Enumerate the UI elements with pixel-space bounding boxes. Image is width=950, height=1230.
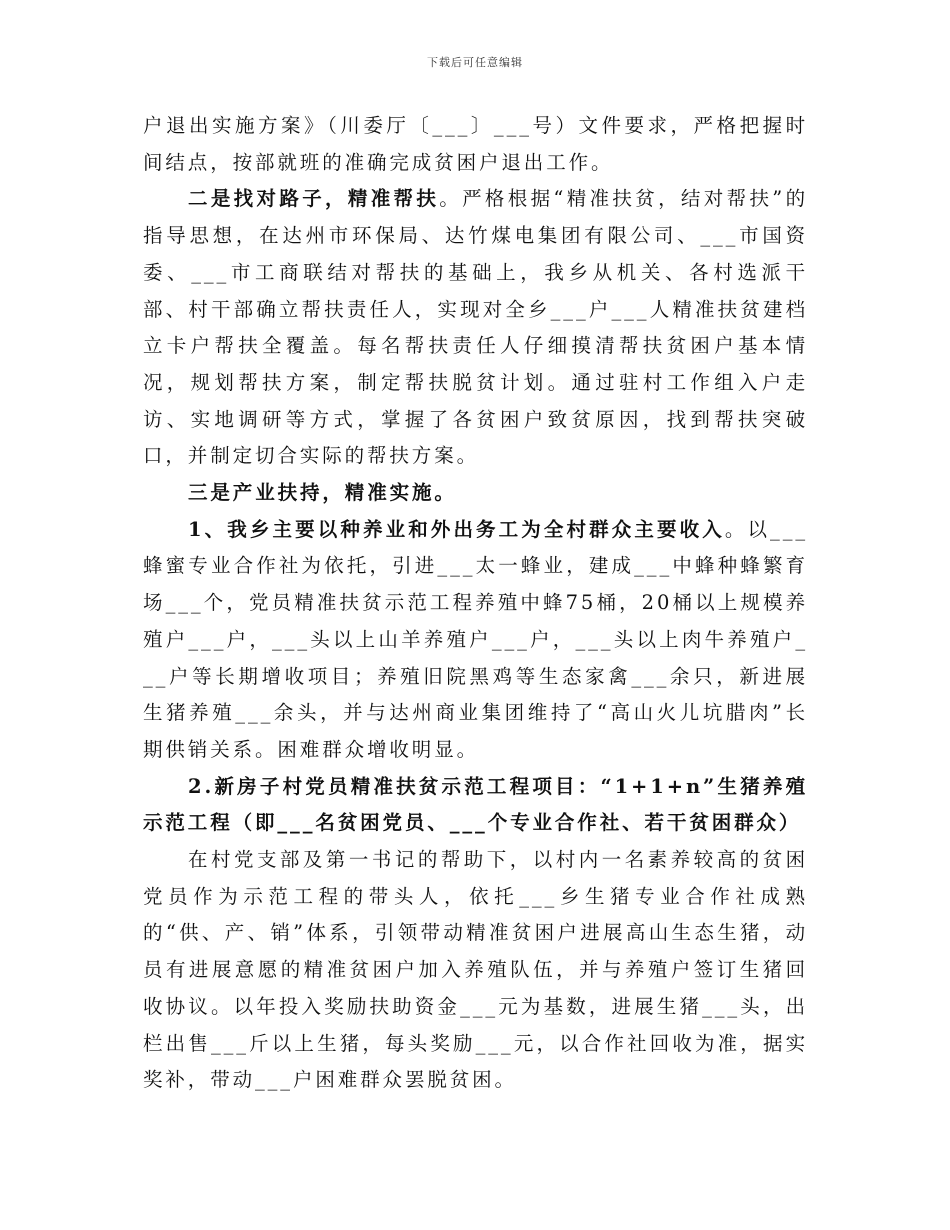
document-body — [143, 108, 808, 1099]
section-heading-industry-support: 三是产业扶持，精准实施。 — [188, 481, 457, 505]
paragraph-farming-income — [143, 512, 808, 769]
paragraph-lead-bold: 二是找对路子，精准帮扶 — [188, 187, 440, 211]
paragraph-body-text: 。严格根据“精准扶贫，结对帮扶”的指导思想，在达州市环保局、达竹煤电集团有限公司、___市国资委、___市工商联结对帮扶的基础上，我乡从机关、各村选派干部、村干部确立帮扶责任人，实现对全乡___户___人精准扶贫建档立卡户帮扶全覆盖。每名帮扶责任人仔细摸清帮扶贫困户基本情况，规划帮扶方案，制定帮扶脱贫计划。通过驻村工作组入户走访、实地调研等方式，掌握了各贫困户致贫原因，找到帮扶突破口，并制定切合实际的帮扶方案。 — [143, 187, 808, 468]
paragraph-body-text: 。以___蜂蜜专业合作社为依托，引进___太一蜂业，建成___中蜂种蜂繁育场___个，党员精准扶贫示范工程养殖中蜂75桶，20桶以上规模养殖户___户，___头以上山羊养殖户___户，___头以上肉牛养殖户___户等长期增收项目；养殖旧院黑鸡等生态家禽___余只，新进展生猪养殖___余头，并与达州商业集团维持了“高山火儿坑腊肉”长期供销关系。困难群众增收明显。 — [143, 517, 809, 761]
paragraph-pig-project-detail: 在村党支部及第一书记的帮助下，以村内一名素养较高的贫困党员作为示范工程的带头人，依托___乡生猪专业合作社成熟的“供、产、销”体系，引领带动精准贫困户进展高山生态生猪，动员有进展意愿的精准贫困户加入养殖队伍，并与养殖户签订生猪回收协议。以年投入奖励扶助资金___元为基数，进展生猪___头，出栏出售___斤以上生猪，每头奖励___元，以合作社回收为准，据实奖补，带动___户困难群众罢脱贫困。 — [143, 848, 808, 1092]
section-heading-pig-project: 2.新房子村党员精准扶贫示范工程项目：“1+1+n”生猪养殖示范工程（即___名贫困党员、___个专业合作社、若干贫困群众） — [143, 774, 808, 835]
paragraph-exit-plan: 户退出实施方案》（川委厅〔___〕___号）文件要求，严格把握时间结点，按部就班的准确完成贫困户退出工作。 — [143, 114, 808, 174]
page-header-watermark: 下载后可任意编辑 — [427, 56, 523, 69]
paragraph-precise-assistance — [143, 181, 808, 475]
paragraph-lead-bold: 1、我乡主要以种养业和外出务工为全村群众主要收入 — [188, 517, 725, 541]
